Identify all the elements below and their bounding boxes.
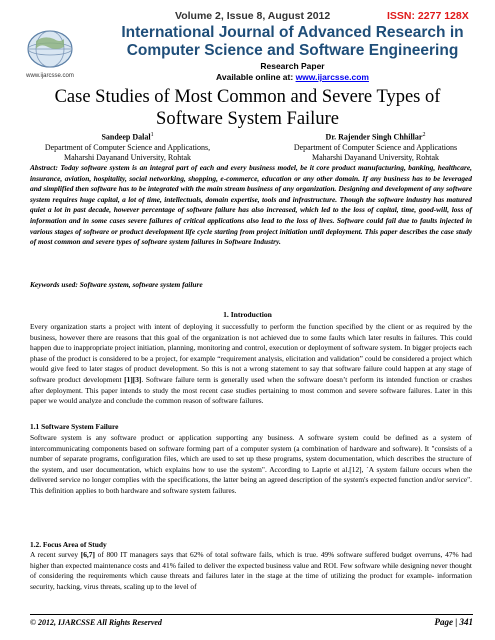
- author-university: Maharshi Dayanand University, Rohtak: [311, 152, 439, 162]
- available-online: [90, 72, 495, 82]
- footer-divider: [30, 614, 473, 615]
- focus-area-paragraph: [30, 550, 472, 592]
- page-number: Page | 341: [434, 617, 473, 627]
- author-block-2: [268, 130, 483, 163]
- intro-text-cont: . Software failure term is generally used when the software doesn’t perform its intended function or crashes after deployment. This paper intends to study the most recent case studies pertaining to most common and severe software failures. Later in this paper we would analyze and conclude the common reason of software failures.: [30, 374, 472, 406]
- volume-line: [0, 10, 495, 24]
- focus-text: A recent survey: [30, 550, 81, 559]
- journal-website-link[interactable]: www.ijarcsse.com: [295, 72, 369, 82]
- citation[interactable]: [6,7]: [80, 550, 95, 559]
- section-heading-introduction: 1. Introduction: [223, 310, 272, 319]
- logo-text: www.ijarcsse.com: [26, 73, 74, 79]
- citation[interactable]: [1][3]: [124, 374, 142, 384]
- paper-type: Research Paper: [260, 61, 325, 71]
- author-affiliation-mark: 1: [150, 132, 154, 138]
- author-university: Maharshi Dayanand University, Rohtak: [63, 152, 191, 162]
- footer-copyright: © 2012, IJARCSSE All Rights Reserved: [30, 618, 162, 627]
- author-department: Department of Computer Science and Applications: [293, 142, 458, 152]
- software-failure-paragraph: Software system is any software product or application supporting any business. A software system could be defined as a system of intercommunicating components based on software forming part of a computer system (a combination of hardware and software). It "consists of a number of separate programs, configuration files, which are used to set up these programs, system documentation, which describes the structure of the system, and user documentation, which explains how to use the system". According to Laprie et al.[12], `A system failure occurs when the delivered service no longer complies with the specifications, the latter being an agreed description of the system's expected function and/or service". This definition applies to both hardware and software system failures.: [30, 433, 472, 495]
- issn-label: ISSN: 2277 128X: [387, 10, 469, 22]
- volume-info: Volume 2, Issue 8, August 2012: [175, 10, 331, 22]
- author-department: Department of Computer Science and Applications,: [44, 142, 211, 152]
- introduction-paragraph: [30, 322, 472, 407]
- author-name: Sandeep Dalal: [101, 132, 151, 142]
- keywords: Keywords used: Software system, software system failure: [30, 280, 203, 289]
- available-prefix: Available online at:: [216, 72, 296, 82]
- subsection-heading: 1.1 Software System Failure: [30, 422, 119, 431]
- author-affiliation-mark: 2: [422, 132, 426, 138]
- author-name: Dr. Rajender Singh Chhillar: [325, 132, 423, 142]
- subsection-heading: 1.2. Focus Area of Study: [30, 540, 107, 549]
- focus-text-cont: of 800 IT managers says that 62% of total software fails, which is true. 49% software suffered budget overruns, 47% had higher than expected maintenance costs and 41% failed to deliver the expected business value and ROI. Few software while designing never thought of considering the requirements which cause threats and failures later in the stage at the time of utilizing the product for example- information security, hacking, virus threats, scaling up to the level of: [30, 550, 472, 591]
- journal-logo: [18, 25, 82, 81]
- intro-text: Every organization starts a project with intent of deploying it successfully to perform the function specified by the client or as required by the business, however there are reasons that this goal of the organization is not achieved due to some faults which later results in failures. This could happen due to inappropriate project initiation, planning, monitoring and control, execution or deployment of software system. In bigger projects each phase of the product is considered to be a project, for example “requirement analysis, elicitation and validation” could be considered a project which would give feed to later stages of product development. So this is not a wrong statement to say that software failure could happen at any stage of software product development: [30, 322, 472, 384]
- author-block-1: [20, 130, 235, 163]
- paper-title: Case Studies of Most Common and Severe Types of Software System Failure: [54, 87, 441, 129]
- abstract: Abstract: Today software system is an integral part of each and every business model, be it core product manufacturing, banking, healthcare, insurance, aviation, hospitality, social networking, shopping, e-commerce, education or any other domain. If any business has to be leveraged and simplified then software has to be integrated with the main stream business of any organization. Designing and development of any software system requires huge capital, a lot of time, intellectuals, domain expertise, tools and infrastructure. Though the software industry has matured quiet a lot in past decade, however percentage of software failure has also increased, which led to the loss of capital, time, good-will, loss of information and in some cases severe failures of critical applications also lead to the loss of lives. Software could fail due to faults injected in various stages of software or product development life cycle starting from project initiation until deployment. This paper describes the case study of most common and severe types of software system failures in Software Industry.: [30, 163, 472, 247]
- journal-title: International Journal of Advanced Research in Computer Science and Software Engineering: [121, 24, 464, 59]
